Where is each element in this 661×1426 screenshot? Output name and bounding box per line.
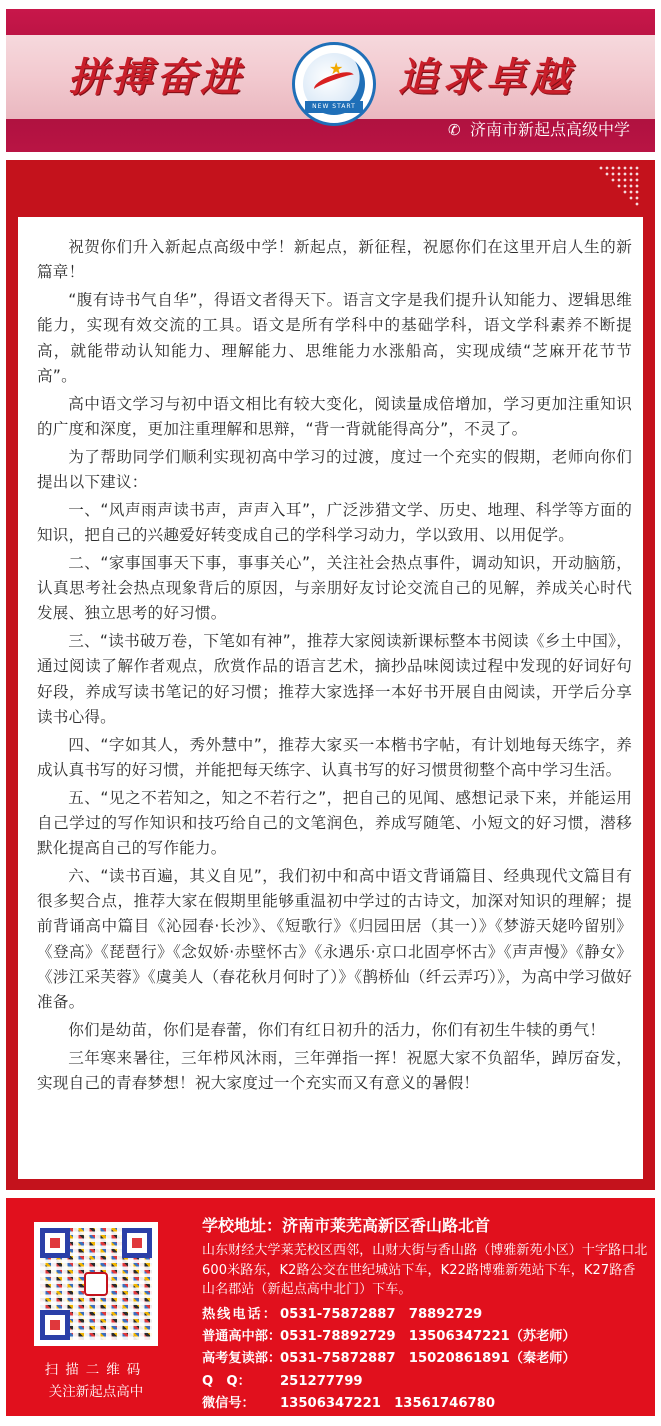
wechat-icon: ✆	[448, 121, 461, 139]
qr-code[interactable]	[34, 1222, 158, 1346]
contact-value: 0531-75872887 15020861891（秦老师）	[280, 1351, 576, 1367]
article-paragraph: 你们是幼苗，你们是春蕾，你们有红日初升的活力，你们有初生牛犊的勇气！	[68, 1020, 606, 1039]
address-detail: 山东财经大学莱芜校区西邻，山财大街与香山路（博雅新苑小区）十字路口北600米路东，K2路公交在世纪城站下车，K22路博雅新苑站下车，K27路香山名郡站（新起点高中北门）下车。	[202, 1243, 648, 1297]
contact-info	[202, 1214, 648, 1416]
qr-finder-icon	[40, 1310, 70, 1340]
article-paragraph: 二、“家事国事天下事，事事关心”，关注社会热点事件，调动知识，开动脑筋，认真思考社会热点现象背后的原因，与亲朋好友讨论交流自己的见解，养成关心时代发展、独立思考的好习惯。	[37, 553, 632, 623]
article-paragraph: “腹有诗书气自华”，得语文者得天下。语言文字是我们提升认知能力、逻辑思维能力，实现有效交流的工具。语文是所有学科中的基础学科，语文学科素养不断提高，就能带动认知能力、理解能力、思维能力水涨船高，实现成绩“芝麻开花节节高”。	[37, 291, 632, 385]
decorative-dots	[592, 165, 640, 215]
address-title: 学校地址：济南市莱芜高新区香山路北首	[202, 1216, 491, 1235]
contact-row-repeat	[202, 1348, 648, 1370]
contact-row-general	[202, 1326, 648, 1348]
article-panel	[18, 217, 643, 1179]
wechat-account-tag	[448, 117, 630, 143]
contact-value: 13506347221 13561746780	[280, 1396, 496, 1412]
article-paragraph: 为了帮助同学们顺利实现初高中学习的过渡，度过一个充实的假期，老师向你们提出以下建议：	[37, 447, 632, 491]
contact-footer	[6, 1198, 655, 1416]
contact-label: 高考复读部：	[202, 1351, 282, 1367]
contact-value: 0531-75872887 78892729	[280, 1306, 483, 1322]
contact-label: 热线电话：	[202, 1306, 278, 1322]
header-banner	[6, 9, 655, 152]
article-paragraph: 三年寒来暑往，三年栉风沐雨，三年弹指一挥！祝愿大家不负韶华，踔厉奋发，实现自己的青春梦想！祝大家度过一个充实而又有意义的暑假！	[37, 1048, 632, 1093]
qr-finder-icon	[40, 1228, 70, 1258]
contact-label: 普通高中部：	[202, 1328, 282, 1344]
contact-label: Q Q：	[202, 1373, 251, 1389]
star-icon: ★	[329, 59, 344, 78]
article-paragraph: 三、“读书破万卷，下笔如有神”，推荐大家阅读新课标整本书阅读《乡土中国》，通过阅读了解作者观点，欣赏作品的语言艺术，摘抄品味阅读过程中发现的好词好句好段，养成写读书笔记的好习惯；推荐大家选择一本好书开展自由阅读，开学后分享读书心得。	[37, 632, 632, 726]
article-paragraph: 高中语文学习与初中语文相比有较大变化，阅读量成倍增加，学习更加注重知识的广度和深度，更加注重理解和思辩，“背一背就能得高分”，不灵了。	[37, 394, 632, 438]
qr-finder-icon	[122, 1228, 152, 1258]
contact-value: 251277799	[280, 1373, 363, 1389]
contact-row-hotline	[202, 1304, 648, 1326]
school-logo	[292, 42, 376, 126]
logo-ribbon: NEW START	[305, 101, 363, 113]
article-paragraph: 五、“见之不若知之，知之不若行之”，把自己的见闻、感想记录下来，并能运用自己学过的写作知识和技巧给自己的文笔润色，养成写随笔、小短文的好习惯，潜移默化提高自己的写作能力。	[37, 788, 632, 858]
qr-logo-icon	[84, 1272, 108, 1296]
wechat-account-name: 济南市新起点高级中学	[470, 120, 631, 139]
article-paragraph: 六、“读书百遍，其义自见”，我们初中和高中语文背诵篇目、经典现代文篇目有很多契合点，推荐大家在假期里能够重温初中学过的古诗文，加深对知识的理解；提前背诵高中篇目《沁园春·长沙》、《短歌行》《归园田居（其一）》《梦游天姥吟留别》《登高》《琵琶行》《念奴娇·赤壁怀古》《永遇乐·京口北固亭怀古》《声声慢》《静女》《涉江采芙蓉》《虞美人（春花秋月何时了）》《鹊桥仙（纤云弄巧）》，为高中学习做好准备。	[37, 867, 632, 1012]
article-paragraph: 祝贺你们升入新起点高级中学！新起点，新征程，祝愿你们在这里开启人生的新篇章！	[37, 238, 632, 282]
article-body	[37, 235, 632, 1099]
slogan-left: 拼搏奋进	[68, 54, 244, 101]
article-paragraph: 一、“风声雨声读书声，声声入耳”，广泛涉猎文学、历史、地理、科学等方面的知识，把自己的兴趣爱好转变成自己的学科学习动力，学以致用、以用促学。	[37, 500, 632, 544]
contact-row-qq	[202, 1371, 648, 1393]
contact-row-wechat	[202, 1393, 648, 1415]
article-paragraph: 四、“字如其人，秀外慧中”，推荐大家买一本楷书字帖，有计划地每天练字，养成认真书写的好习惯，并能把每天练字、认真书写的好习惯贯彻整个高中学习生活。	[37, 735, 632, 779]
slogan-right: 追求卓越	[398, 54, 574, 101]
contact-value: 0531-78892729 13506347221（苏老师）	[280, 1328, 576, 1344]
qr-code-pattern	[40, 1228, 152, 1340]
qr-caption-follow: 关注新起点高中	[48, 1384, 144, 1400]
qr-caption-scan: 扫描二维码	[44, 1362, 148, 1378]
contact-label: 微信号：	[202, 1396, 255, 1412]
